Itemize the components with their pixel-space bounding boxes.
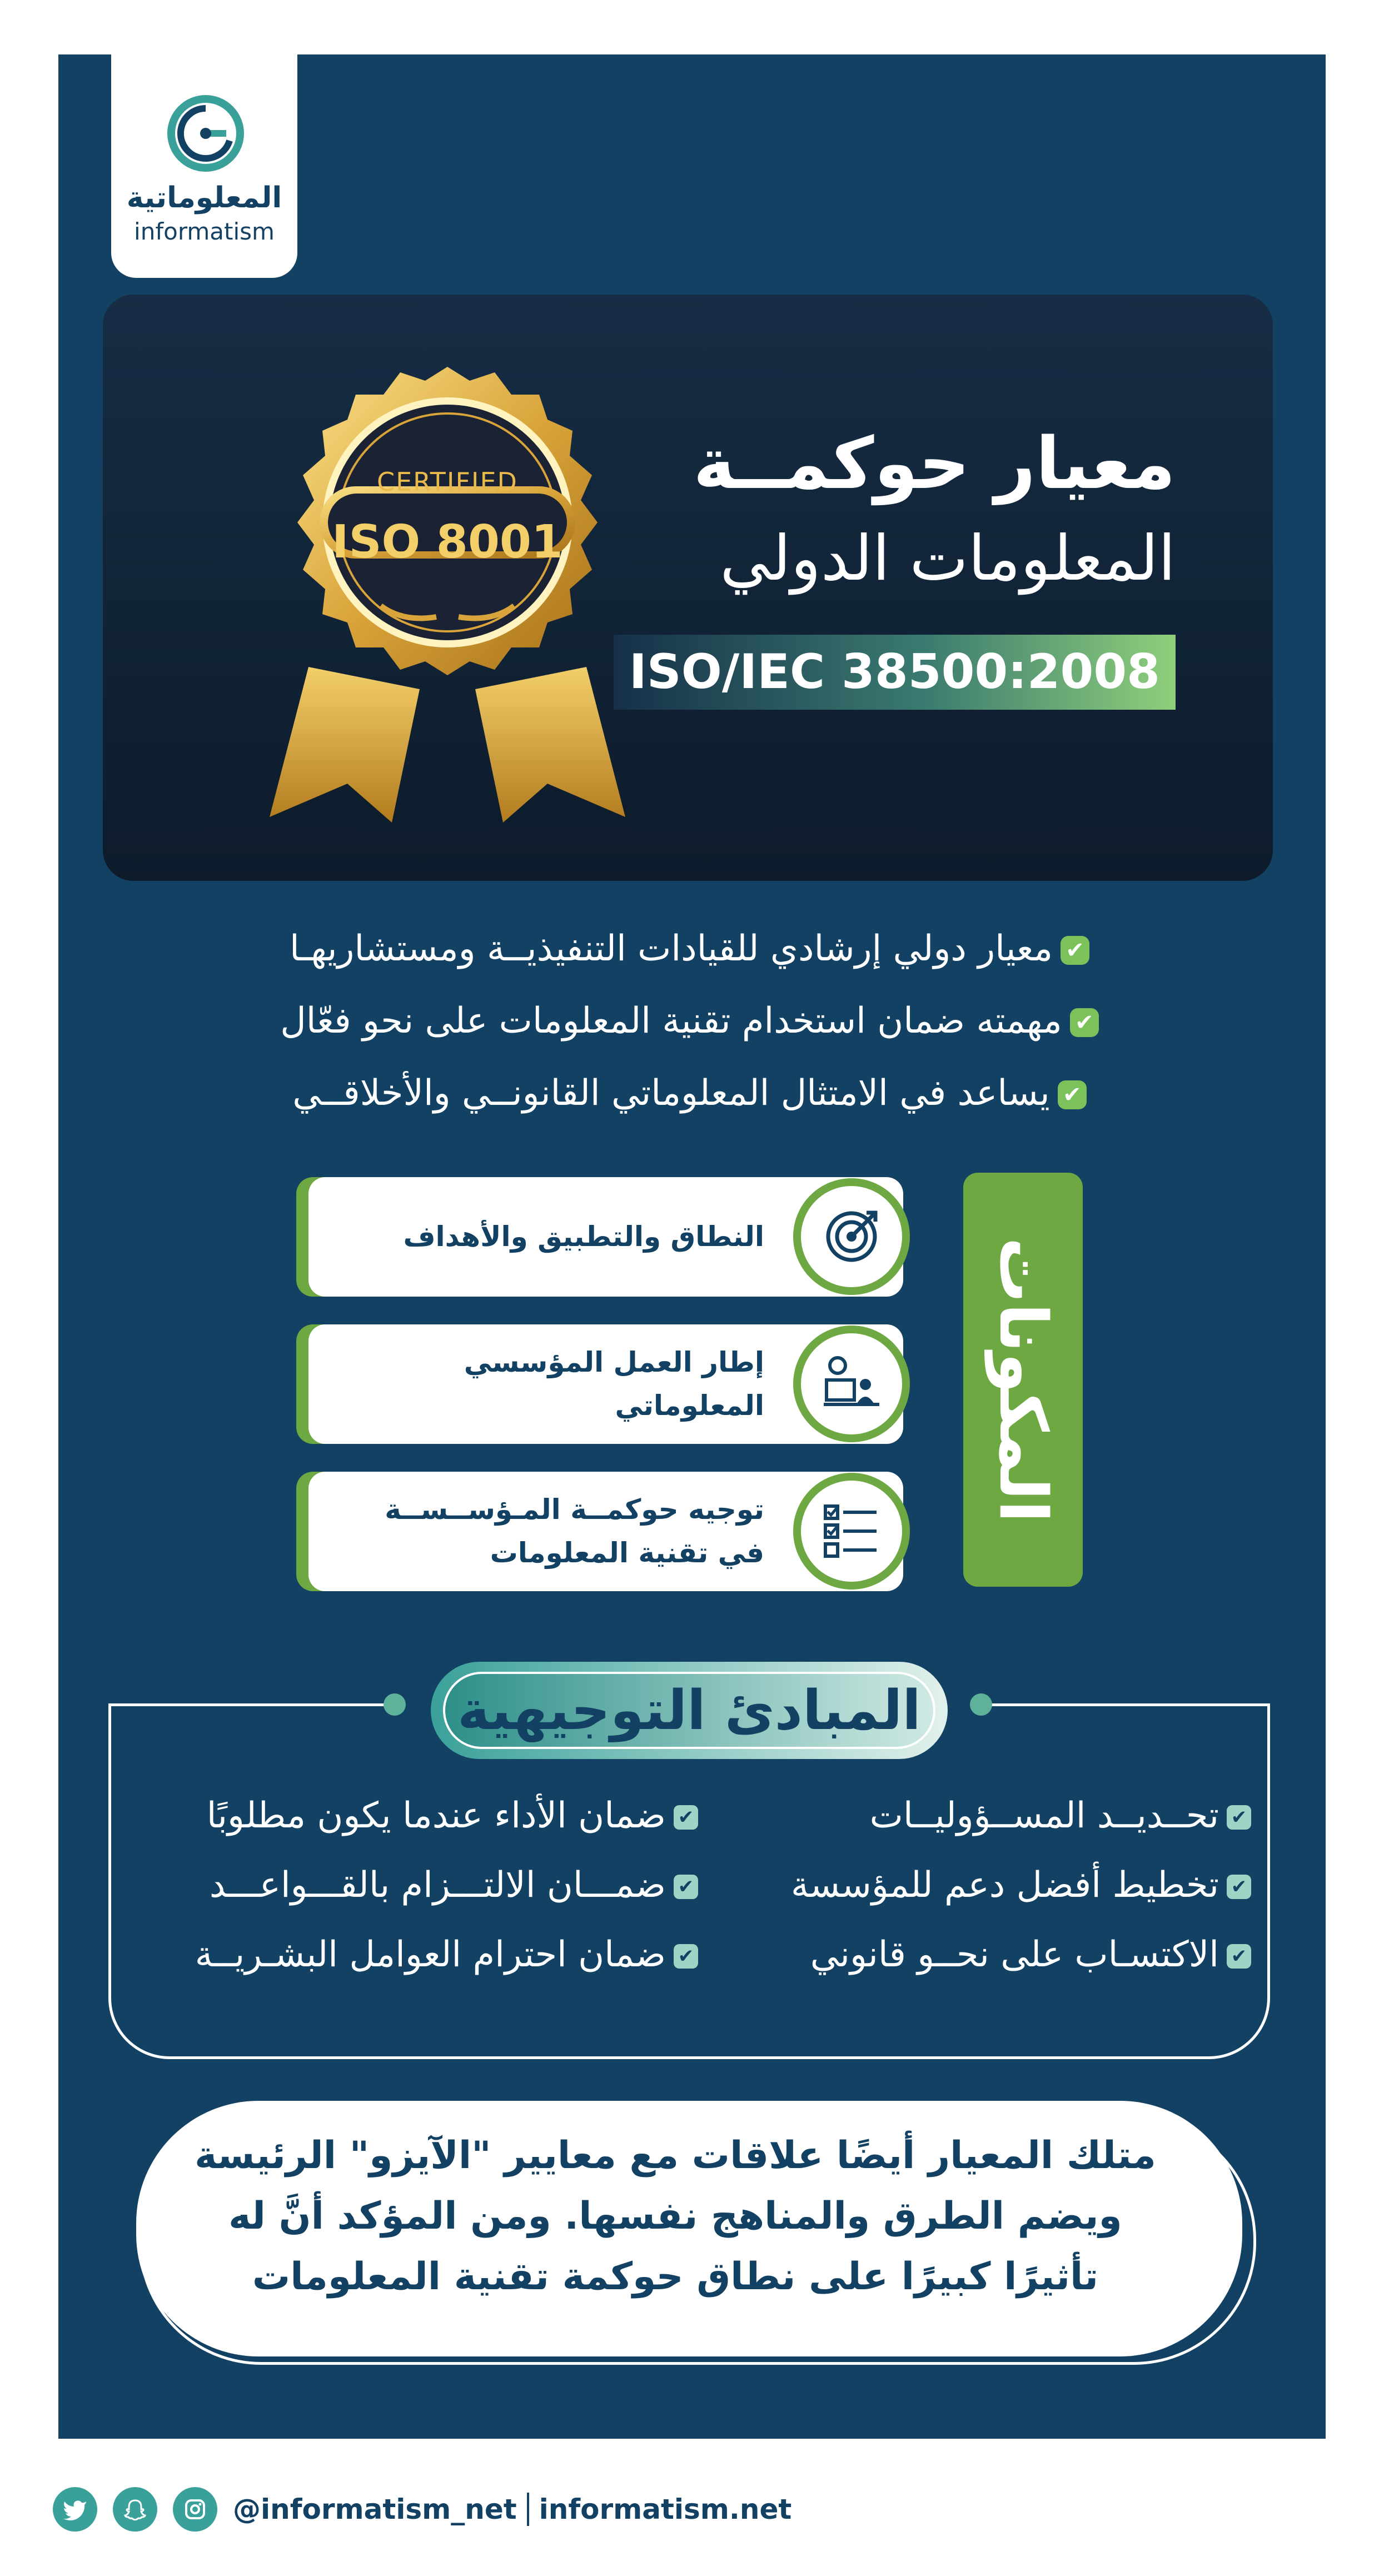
principle-item: [810, 1934, 1251, 1975]
principle-text: ضمان احترام العوامل البشـريــة: [195, 1934, 666, 1975]
check-icon: ✔: [1058, 1080, 1087, 1109]
brand-logo-icon: [164, 92, 247, 175]
principles-line-right: [981, 1703, 1270, 1706]
bullet-text: يساعد في الامتثال المعلوماتي القانونــي والأخلاقــي: [292, 1073, 1050, 1114]
principle-item: [195, 1934, 698, 1975]
principles-dot-right: [970, 1693, 992, 1716]
twitter-icon[interactable]: [53, 2487, 97, 2532]
bullet-item: [0, 1073, 1379, 1114]
principles-line-left: [108, 1703, 397, 1706]
principles-title-pill: [431, 1662, 948, 1759]
check-icon: ✔: [1227, 1944, 1251, 1969]
workstation-icon: [793, 1326, 910, 1442]
hero-card: [103, 295, 1273, 881]
principle-text: ضمـــان الالتـــزام بالقـــواعـــد: [209, 1865, 666, 1906]
components-label: [963, 1173, 1083, 1587]
brand-name-english: informatism: [134, 218, 275, 245]
bullet-item: [0, 1000, 1379, 1042]
component-text: توجيه حوكمــة المـؤســســة في تقنية المعلومات: [385, 1493, 764, 1569]
social-handle[interactable]: @informatism_net: [233, 2493, 517, 2525]
footer: [53, 2484, 791, 2534]
hero-title-line2: المعلومات الدولي: [720, 522, 1176, 595]
principle-item: [210, 1865, 698, 1906]
note-card: [136, 2101, 1242, 2356]
component-text: النطاق والتطبيق والأهداف: [403, 1220, 764, 1253]
snapchat-icon[interactable]: [113, 2487, 157, 2532]
check-icon: ✔: [1227, 1875, 1251, 1899]
footer-divider: [527, 2493, 529, 2526]
principles-title: المبادئ التوجيهية: [457, 1678, 921, 1742]
note-text: متلك المعيار أيضًا علاقات مع معايير "الآيزو" الرئيسة ويضم الطرق والمناهج نفسها. ومن المؤكد أنَّ له تأثيرًا كبيرًا على نطاق حوكمة تقنية المعلومات: [195, 2134, 1156, 2299]
certified-badge: [236, 356, 659, 828]
badge-top-text: CERTIFIED: [377, 467, 518, 497]
bullet-text: مهمته ضمان استخدام تقنية المعلومات على نحو فعّال: [280, 1000, 1062, 1042]
brand-name-arabic: المعلوماتية: [126, 181, 282, 215]
check-icon: ✔: [1227, 1805, 1251, 1830]
principle-item: [870, 1795, 1251, 1836]
standard-tag: ISO/IEC 38500:2008: [614, 635, 1176, 710]
check-icon: ✔: [1070, 1008, 1099, 1037]
hero-title-line1: معيار حوكمــة: [693, 422, 1176, 505]
components-label-text: المكونات: [984, 1237, 1062, 1523]
badge-code-text: ISO 8001: [331, 516, 564, 569]
target-icon: [793, 1178, 910, 1295]
principle-text: تخطيط أفضل دعم للمؤسسة: [790, 1865, 1219, 1906]
principles-dot-left: [384, 1693, 406, 1716]
check-icon: ✔: [674, 1944, 698, 1969]
checklist-icon: [793, 1473, 910, 1590]
principle-item: [207, 1795, 698, 1836]
check-icon: ✔: [1061, 936, 1089, 965]
website-link[interactable]: informatism.net: [539, 2493, 792, 2525]
bullet-text: معيار دولي إرشادي للقيادات التنفيذيــة ومستشاريهـا: [289, 928, 1053, 969]
check-icon: ✔: [674, 1805, 698, 1830]
principle-text: ضمان الأداء عندما يكون مطلوبًا: [206, 1795, 666, 1836]
principle-item: [791, 1865, 1251, 1906]
component-text: إطار العمل المؤسسي المعلوماتي: [464, 1346, 764, 1422]
principle-text: الاكتسـاب على نحــو قانوني: [810, 1934, 1219, 1975]
instagram-icon[interactable]: [173, 2487, 217, 2532]
bullet-item: [0, 928, 1379, 969]
check-icon: ✔: [674, 1875, 698, 1899]
principle-text: تحــديــد المســؤوليــات: [869, 1795, 1219, 1836]
